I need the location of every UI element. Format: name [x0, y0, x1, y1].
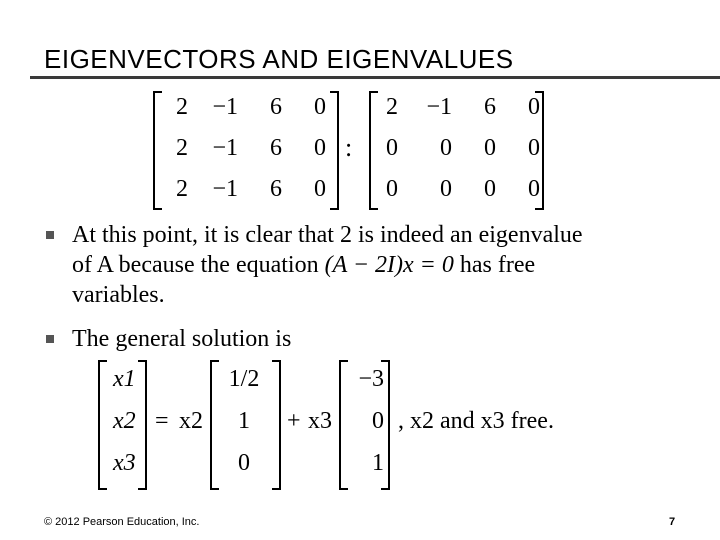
matrix-cell: 2: [386, 94, 398, 120]
matrix-cell: 0: [484, 176, 496, 202]
matrix-right: [378, 87, 542, 210]
matrix-cell: 0: [440, 135, 452, 161]
matrix-cell: 0: [528, 135, 540, 161]
bullet-1-line-3: variables.: [72, 282, 165, 308]
free-variables-note: , x2 and x3 free.: [398, 408, 554, 434]
matrix-cell: 0: [386, 176, 398, 202]
vector-entry: −3: [358, 366, 384, 392]
matrix-cell: −1: [426, 94, 452, 120]
matrix-cell: 6: [270, 135, 282, 161]
free-variable-equation: (A − 2I)x = 0: [324, 252, 454, 278]
vector-entry: 1/2: [228, 366, 260, 392]
bullet-marker: [46, 231, 54, 239]
copyright-footer: © 2012 Pearson Education, Inc.: [44, 516, 200, 528]
title-divider: [30, 76, 720, 79]
matrix-cell: 0: [484, 135, 496, 161]
matrix-cell: −1: [212, 94, 238, 120]
matrix-cell: 2: [176, 135, 188, 161]
matrix-cell: 2: [176, 94, 188, 120]
page-number: 7: [669, 516, 676, 528]
bullet-marker: [46, 335, 54, 343]
bullet-1-line-1: At this point, it is clear that 2 is indeed an eigenvalue: [72, 222, 583, 248]
matrix-left-right-bracket: [330, 91, 339, 210]
vector-entry: 1: [372, 450, 384, 476]
vector-entry: 0: [372, 408, 384, 434]
matrix-cell: 6: [270, 176, 282, 202]
coefficient-x2: x2: [179, 408, 203, 434]
coefficient-x3: x3: [308, 408, 332, 434]
matrix-cell: 6: [484, 94, 496, 120]
bullet-1-line-2-post: has free: [459, 252, 536, 278]
matrix-right-left-bracket: [369, 91, 378, 210]
plus-sign: +: [287, 408, 301, 434]
vector-1: [218, 358, 270, 484]
vector-entry: 1: [238, 408, 250, 434]
matrix-cell: −1: [212, 176, 238, 202]
matrix-equivalence-colon: :: [345, 133, 353, 162]
bullet-1: [72, 220, 712, 310]
matrix-cell: 0: [528, 176, 540, 202]
solution-lhs-right-bracket: [138, 360, 147, 490]
equals-sign: =: [155, 408, 169, 434]
matrix-left-left-bracket: [153, 91, 162, 210]
matrix-cell: 2: [176, 176, 188, 202]
bullet-1-line-2-pre: of A because the equation: [72, 252, 319, 278]
matrix-cell: 0: [386, 135, 398, 161]
solution-lhs-left-bracket: [98, 360, 107, 490]
page-title: EIGENVECTORS AND EIGENVALUES: [44, 44, 514, 74]
matrix-cell: 0: [314, 176, 326, 202]
matrix-cell: −1: [212, 135, 238, 161]
vector-2: [346, 358, 384, 484]
solution-lhs-vector: [113, 358, 136, 484]
vector-entry: x1: [113, 366, 136, 392]
bullet-1-line-2: [72, 250, 712, 280]
vector-entry: x2: [113, 408, 136, 434]
vector-1-right-bracket: [272, 360, 281, 490]
matrix-cell: 0: [440, 176, 452, 202]
matrix-left: [168, 87, 328, 210]
vector-entry: x3: [113, 450, 136, 476]
bullet-2: The general solution is: [72, 326, 292, 352]
matrix-cell: 0: [528, 94, 540, 120]
matrix-cell: 0: [314, 135, 326, 161]
matrix-cell: 0: [314, 94, 326, 120]
matrix-cell: 6: [270, 94, 282, 120]
vector-entry: 0: [238, 450, 250, 476]
